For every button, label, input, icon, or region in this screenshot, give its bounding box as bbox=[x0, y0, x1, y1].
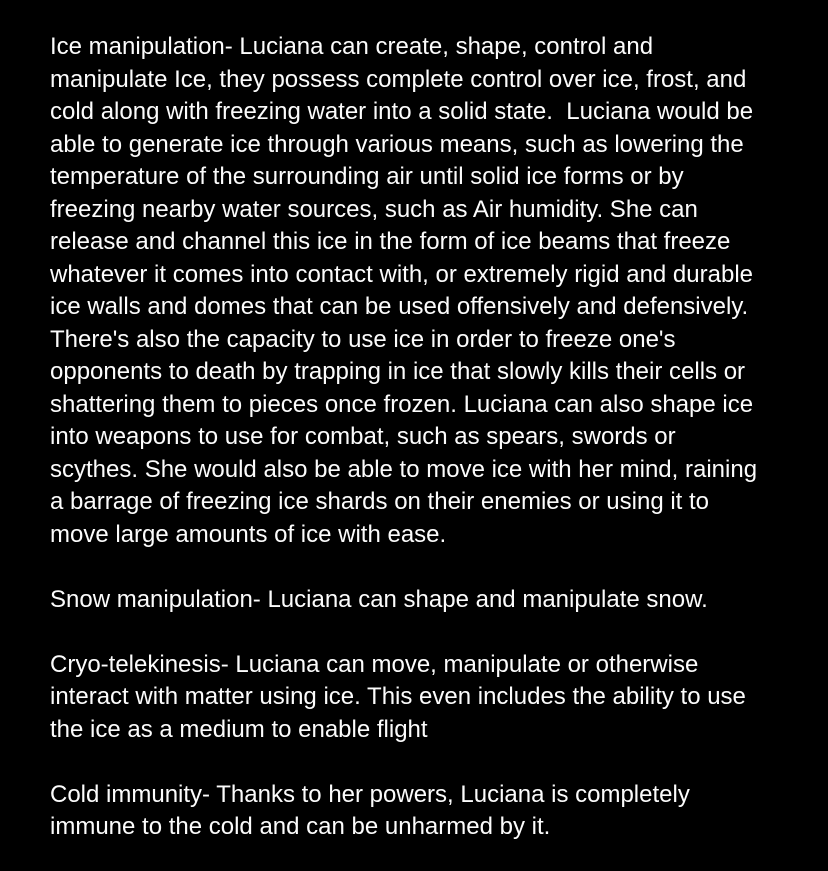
paragraph-ice-manipulation: Ice manipulation- Luciana can create, shape, control and manipulate Ice, they possess complete control over ice, frost, and cold along with freezing water into a solid state. Luciana would be able to generate ice through various means, such as lowering the temperature of the surrounding air until solid ice forms or by freezing nearby water sources, such as Air humidity. She can release and channel this ice in the form of ice beams that freeze whatever it comes into contact with, or extremely rigid and durable ice walls and domes that can be used offensively and defensively. There's also the capacity to use ice in order to freeze one's opponents to death by trapping in ice that slowly kills their cells or shattering them to pieces once frozen. Luciana can also shape ice into weapons to use for combat, such as spears, swords or scythes. She would also be able to move ice with her mind, raining a barrage of freezing ice shards on their enemies or using it to move large amounts of ice with ease. bbox=[50, 33, 764, 548]
paragraph-cryo-telekinesis: Cryo-telekinesis- Luciana can move, manipulate or otherwise interact with matter using ice. This even includes the ability to use the ice as a medium to enable flight bbox=[50, 650, 753, 743]
paragraph-snow-manipulation: Snow manipulation- Luciana can shape and manipulate snow. bbox=[50, 585, 708, 613]
paragraph-cold-immunity: Cold immunity- Thanks to her powers, Luciana is completely immune to the cold and can be unharmed by it. bbox=[50, 780, 697, 840]
